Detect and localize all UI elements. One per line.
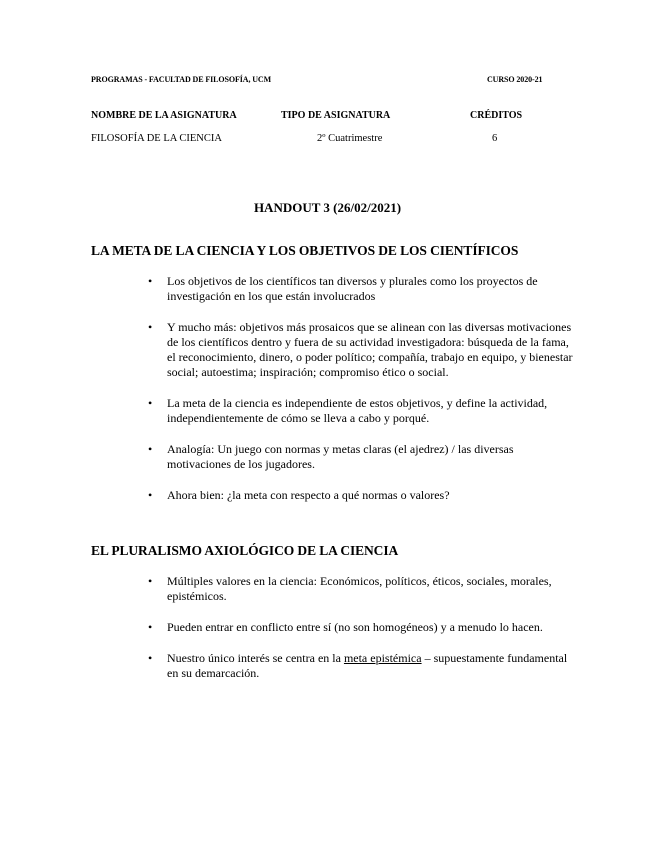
bullet-icon: • bbox=[148, 620, 153, 634]
list-item bbox=[140, 488, 580, 503]
subject-credits: 6 bbox=[492, 133, 498, 144]
list-item bbox=[140, 574, 580, 604]
list-item bbox=[140, 396, 580, 426]
bullet-icon: • bbox=[148, 442, 153, 456]
bullet-text: Ahora bien: ¿la meta con respecto a qué normas o valores? bbox=[167, 488, 450, 502]
subject-name: FILOSOFÍA DE LA CIENCIA bbox=[91, 133, 222, 144]
bullet-text-after: – supuestamente fundamental en su demarcación. bbox=[167, 651, 568, 680]
handout-title: HANDOUT 3 (26/02/2021) bbox=[253, 200, 402, 215]
bullet-icon: • bbox=[148, 651, 153, 665]
bullet-text: Analogía: Un juego con normas y metas claras (el ajedrez) / las diversas motivaciones de los jugadores. bbox=[167, 442, 514, 471]
bullet-text-before: Nuestro único interés se centra en la bbox=[167, 651, 344, 665]
list-item bbox=[140, 620, 580, 635]
meta-epistemica-emphasis: meta epistémica bbox=[343, 651, 422, 665]
program-header: PROGRAMAS - FACULTAD DE FILOSOFÍA, UCM bbox=[91, 75, 272, 84]
bullet-icon: • bbox=[148, 320, 153, 334]
course-header: CURSO 2020-21 bbox=[487, 75, 543, 84]
bullet-text: Pueden entrar en conflicto entre sí (no son homogéneos) y a menudo lo hacen. bbox=[167, 620, 543, 634]
credits-column-header: CRÉDITOS bbox=[470, 110, 523, 121]
subject-column-header: NOMBRE DE LA ASIGNATURA bbox=[91, 110, 237, 121]
type-column-header: TIPO DE ASIGNATURA bbox=[281, 110, 391, 121]
section1-heading: LA META DE LA CIENCIA Y LOS OBJETIVOS DE LOS CIENTÍFICOS bbox=[91, 243, 519, 258]
bullet-icon: • bbox=[148, 574, 153, 588]
section2-heading: EL PLURALISMO AXIOLÓGICO DE LA CIENCIA bbox=[91, 543, 399, 558]
subject-type: 2º Cuatrimestre bbox=[317, 133, 383, 144]
bullet-text: La meta de la ciencia es independiente de estos objetivos, y define la actividad, independientemente de cómo se lleva a cabo y porqué. bbox=[167, 396, 548, 425]
bullet-icon: • bbox=[148, 274, 153, 288]
section1-bullet-list bbox=[140, 274, 580, 519]
list-item bbox=[140, 442, 580, 472]
section2-bullet-list bbox=[140, 574, 580, 697]
bullet-text: Múltiples valores en la ciencia: Económicos, políticos, éticos, sociales, morales, epistémicos. bbox=[167, 574, 552, 603]
bullet-text: Los objetivos de los científicos tan diversos y plurales como los proyectos de investigación en los que están involucrados bbox=[167, 274, 538, 303]
bullet-text: Y mucho más: objetivos más prosaicos que se alinean con las diversas motivaciones de los científicos dentro y fuera de su actividad investigadora: búsqueda de la fama, el reconocimiento, dinero, o poder político; compañía, trabajo en equipo, y bienestar social; autoestima; inspiración; compromiso ético o social. bbox=[167, 320, 573, 379]
list-item bbox=[140, 651, 580, 681]
list-item bbox=[140, 320, 580, 380]
bullet-icon: • bbox=[148, 488, 153, 502]
bullet-icon: • bbox=[148, 396, 153, 410]
list-item bbox=[140, 274, 580, 304]
